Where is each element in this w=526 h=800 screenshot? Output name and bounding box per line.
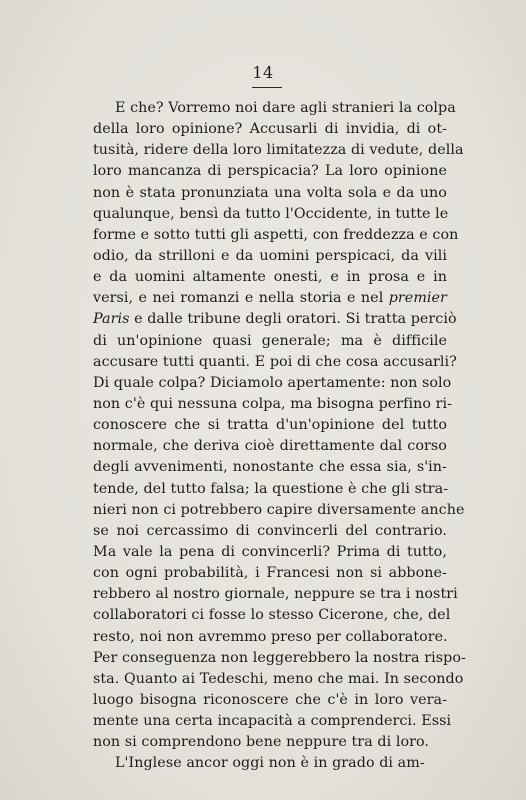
text-line: rebbero al nostro giornale, neppure se tra i nostri [93,586,458,603]
text-line: Ma vale la pena di convincerli? Prima di tutto, [93,543,447,560]
text-line: normale, che deriva cioè direttamente dal corso [93,438,447,455]
text-line: conoscere che si tratta d'un'opinione del tutto [93,417,447,434]
text-line: con ogni probabilità, i Francesi non si abbone- [93,565,447,582]
text-line: resto, noi non avremmo preso per collaboratore. [93,628,448,645]
text-line: mente una certa incapacità a comprenderci. Essi [93,713,452,730]
text-line: Per conseguenza non leggerebbero la nostra rispo- [93,649,466,666]
text-line: se noi cercassimo di convincerli del contrario. [93,522,447,539]
text-line: di un'opinione quasi generale; ma è difficile [93,332,447,349]
text-line: luogo bisogna riconoscere che c'è in loro vera- [93,691,447,708]
text-line: odio, da strilloni e da uomini perspicaci, da vili [93,247,447,264]
text-line: tende, del tutto falsa; la questione è che gli stra- [93,480,449,497]
text-line: L'Inglese ancor oggi non è in grado di am- [115,755,425,772]
body-text [93,98,466,775]
text-line: non è stata pronunziata una volta sola e da uno [93,184,447,201]
text-line: degli avvenimenti, nonostante che essa sia, s'in- [93,459,447,476]
text-line: tusità, ridere della loro limitatezza di vedute, della [93,142,464,159]
text-line: nieri non ci potrebbero capire diversamente anche [93,501,465,518]
text-line: Di quale colpa? Diciamolo apertamente: non solo [93,374,452,391]
text-line: collaboratori ci fosse lo stesso Cicerone, che, del [93,607,451,624]
text-line: e da uomini altamente onesti, e in prosa e in [93,269,447,286]
text-line: non c'è qui nessuna colpa, ma bisogna perfino ri- [93,395,453,412]
text-line: versi, e nei romanzi e nella storia e nel premier [93,290,447,307]
text-line: accusare tutti quanti. E poi di che cosa accusarli? [93,353,457,370]
text-line: della loro opinione? Accusarli di invidia, di ot- [93,121,447,138]
text-line: Paris e dalle tribune degli oratori. Si tratta perciò [93,311,457,328]
page-number-rule [252,87,282,88]
page-number: 14 [252,63,274,82]
text-line: non si comprendono bene neppure tra di loro. [93,734,429,751]
text-line: E che? Vorremo noi dare agli stranieri la colpa [115,100,456,116]
text-line: loro mancanza di perspicacia? La loro opinione [93,163,447,180]
text-line: forme e sotto tutti gli aspetti, con freddezza e con [93,226,459,243]
text-line: qualunque, bensì da tutto l'Occidente, in tutte le [93,205,449,222]
text-line: sta. Quanto ai Tedeschi, meno che mai. In secondo [93,670,464,687]
